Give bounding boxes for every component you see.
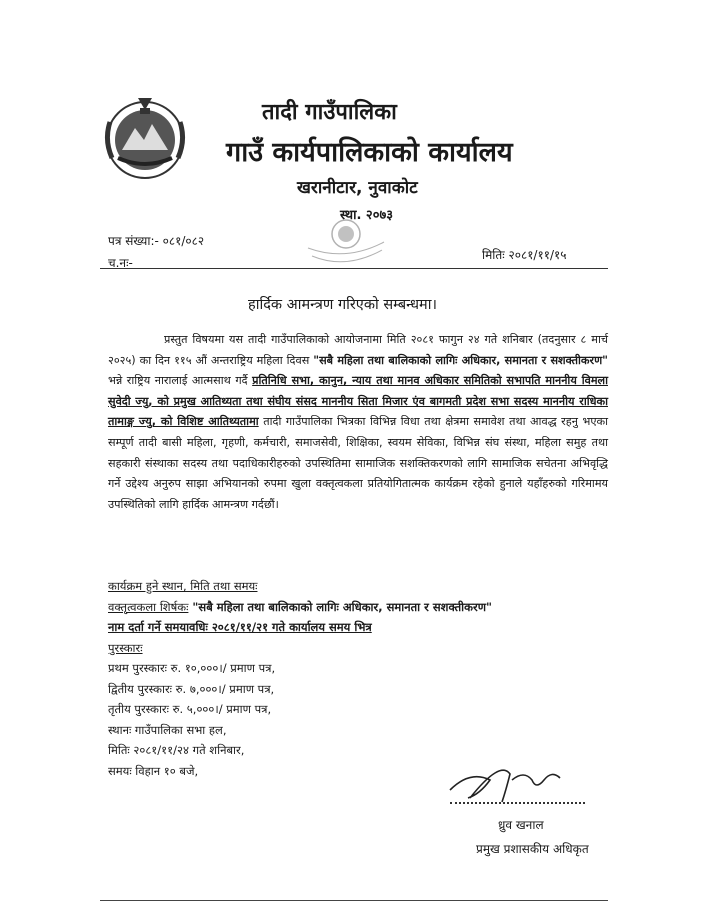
office-address: खरानीटार, नुवाकोट (297, 178, 418, 198)
header-divider (100, 268, 608, 269)
prize-heading: पुरस्कारः (108, 640, 143, 655)
registration-period: नाम दर्ता गर्ने समयावधिः २०८१/११/२१ गते कार्यालय समय भित्र (108, 620, 372, 634)
third-prize: तृतीय पुरस्कारः रु. ५,०००।/ प्रमाण पत्र, (108, 702, 272, 716)
nepal-emblem-icon (100, 92, 190, 182)
office-name: गाउँ कार्यपालिकाको कार्यालय (226, 137, 513, 168)
dispatch-number: च.नः- (108, 256, 133, 270)
letter-body (108, 330, 608, 515)
event-time: समयः विहान १० बजे, (108, 763, 199, 778)
letter-date: मितिः २०८१/११/१५ (482, 248, 567, 262)
topic-label: वक्तृत्वकला शिर्षकः (108, 599, 189, 614)
event-details (108, 576, 492, 781)
letter-subject: हार्दिक आमन्त्रण गरिएको सम्बन्धमा। (248, 297, 437, 313)
body-text-3: भन्ने राष्ट्रिय नारालाई आत्मसाथ गर्दै (108, 374, 253, 388)
body-text-5: तादी गाउँपालिका भित्रका विभिन्न विधा तथा क्षेत्रमा समावेश तथा आवद्ध रहनु भएका सम्पूर्ण तादी बासी महिला, गृहणी, कर्मचारी, समाजसेवी, शिक्षिका, स्वयम सेविका, विभिन्न संघ संस्था, महिला समुह तथा सहकारी संस्थाका सदस्य तथा पदाधिकारीहरुको उपस्थितिमा सामाजिक सशक्तिकरणको लागि सामाजिक सचेतना अभिवृद्धि गर्ने उद्देश्य अनुरुप साझा अभियानको रुपमा खुला वक्तृत्वकला प्रतियोगितात्मक कार्यक्रम रहेको हुनाले यहाँहरुको गरिमामय उपस्थितिको लागि हार्दिक आमन्त्रण गर्दछौं। (108, 415, 609, 511)
topic-value: "सबै महिला तथा बालिकाको लागिः अधिकार, समानता र सशक्तीकरण" (188, 599, 492, 614)
handwritten-signature (440, 750, 580, 810)
signature-line (450, 802, 585, 804)
venue-heading: कार्यक्रम हुने स्थान, मिति तथा समयः (108, 579, 258, 593)
footer-divider (100, 900, 608, 901)
body-guests: प्रतिनिधि सभा, कानुन, न्याय तथा मानव अधिकार समितिको सभापति माननीय विमला सुवेदी ज्यु, को प्रमुख आतिथ्यता तथा संघीय संसद माननीय सिता मिजार एंव बागमती प्रदेश सभा सदस्य माननीय राधिका तामाङ्ग ज्यु, को विशिष्ट आतिथ्यतामा (108, 374, 608, 429)
first-prize: प्रथम पुरस्कारः रु. १०,०००।/ प्रमाण पत्र, (108, 661, 276, 675)
established-year: स्था. २०७३ (340, 208, 393, 223)
event-date: मितिः २०८१/११/२४ गते शनिबार, (108, 743, 245, 757)
body-text-1: प्रस्तुत विषयमा यस तादी गाउँपालिकाको आयोजनामा मिति २०८१ फागुन २४ गते शनिबार (तदनुसार ८ मार्च २०२५) का दिन ११५ औं अन्तराष्ट्रिय महिला दिवस (108, 333, 608, 367)
officer-title: प्रमुख प्रशासकीय अधिकृत (476, 842, 589, 856)
office-stamp (300, 212, 392, 274)
event-place: स्थानः गाउँपालिका सभा हल, (108, 722, 227, 737)
officer-name: ध्रुव खनाल (498, 818, 544, 832)
municipality-name: तादी गाउँपालिका (262, 100, 397, 125)
second-prize: द्वितीय पुरस्कारः रु. ७,०००।/ प्रमाण पत्र, (108, 681, 275, 696)
body-slogan: "सबै महिला तथा बालिकाको लागिः अधिकार, समानता र सशक्तीकरण" (313, 353, 608, 367)
reference-number: पत्र संख्या:- ०८१/०८२ (108, 234, 205, 248)
topic-line (108, 597, 492, 618)
